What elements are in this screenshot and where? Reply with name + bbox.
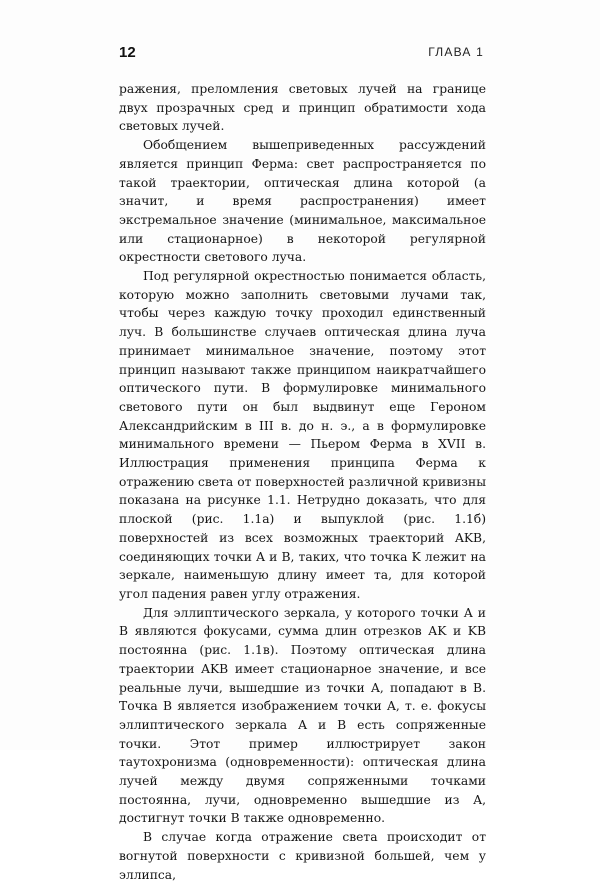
paragraph-2: Обобщением вышеприведенных рассуждений является принцип Ферма: свет распространяется по такой траектории, оптическая длина которой (а значит, и время распространения) имеет экстремальное значение (минимальное, максимальное или стационарное) в некоторой регулярной окрестности светового луча. bbox=[119, 138, 486, 265]
paragraph-5: В случае когда отражение света происходит от вогнутой поверхности с кривизной большей, чем у эллипса, bbox=[119, 830, 486, 882]
body-text bbox=[119, 80, 486, 884]
running-header-chapter: ГЛАВА 1 bbox=[428, 45, 484, 59]
paragraph-1: ражения, преломления световых лучей на границе двух прозрачных сред и принцип обратимости хода световых лучей. bbox=[119, 82, 486, 134]
page-number: 12 bbox=[119, 44, 136, 61]
paragraph-4: Для эллиптического зеркала, у которого точки A и B являются фокусами, сумма длин отрезков AK и KB постоянна (рис. 1.1в). Поэтому оптическая длина траектории AKB имеет стационарное значение, и все реальные лучи, вышедшие из точки A, попадают в B. Точка B является изображением точки A, т. е. фокусы эллиптического зеркала A и B есть сопряженные точки. Этот пример иллюстрирует закон таутохронизма (одновременности): оптическая длина лучей между двумя сопряженными точками постоянна, лучи, одновременно вышедшие из A, достигнут точки B также одновременно. bbox=[119, 605, 486, 826]
paragraph-3: Под регулярной окрестностью понимается область, которую можно заполнить световыми лучами так, чтобы через каждую точку проходил единственный луч. В большинстве случаев оптическая длина луча принимает минимальное значение, поэтому этот принцип называют также принципом наикратчайшего оптического пути. В формулировке минимального светового пути он был выдвинут еще Героном Александрийским в III в. до н. э., а в формулировке минимального времени — Пьером Ферма в XVII в. Иллюстрация применения принципа Ферма к отражению света от поверхностей различной кривизны показана на рисунке 1.1. Нетрудно доказать, что для плоской (рис. 1.1а) и выпуклой (рис. 1.1б) поверхностей из всех возможных траекторий AKB, соединяющих точки A и B, таких, что точка K лежит на зеркале, наименьшую длину имеет та, для которой угол падения равен углу отражения. bbox=[119, 269, 486, 601]
